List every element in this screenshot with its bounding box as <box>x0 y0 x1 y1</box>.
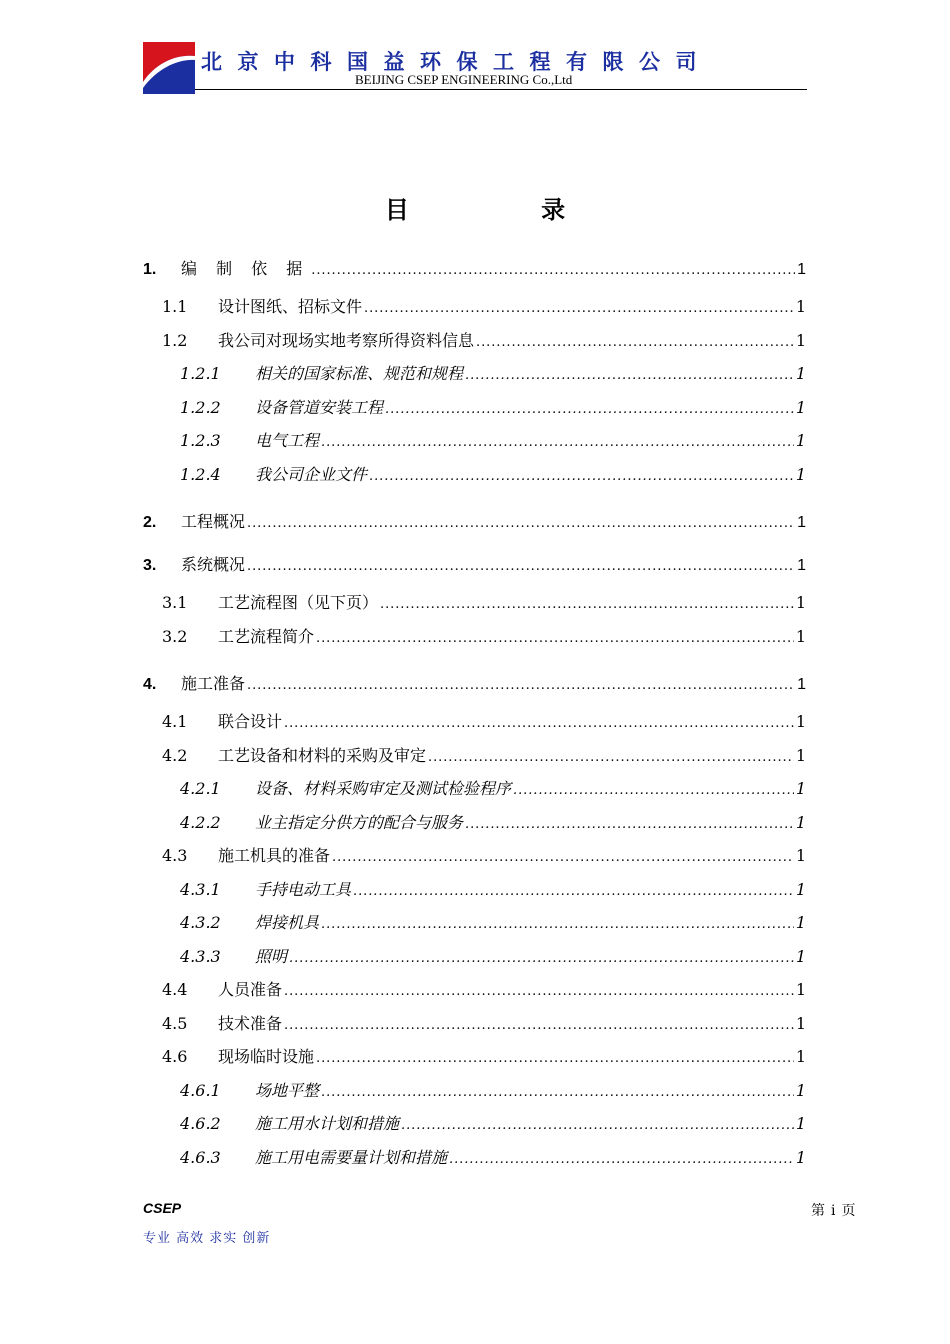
toc-entry-number: 4. <box>143 676 157 693</box>
toc-entry-page: 1 <box>795 980 806 999</box>
toc-dot-leader <box>465 806 794 840</box>
toc-entry-title: 系统概况 <box>181 555 246 574</box>
toc-dot-leader <box>321 1074 794 1108</box>
toc-entry-number: 4.2 <box>162 745 188 765</box>
toc-entry[interactable] <box>143 424 806 458</box>
toc-entry-page: 1 <box>795 464 806 484</box>
page-header <box>143 42 807 94</box>
toc-entry[interactable] <box>143 906 806 940</box>
toc-dot-leader <box>247 555 795 574</box>
toc-entry[interactable] <box>143 772 806 806</box>
toc-entry-title: 施工用电需要量计划和措施 <box>255 1147 448 1167</box>
toc-dot-leader <box>284 705 794 739</box>
toc-entry-page: 1 <box>795 946 806 966</box>
toc-entry[interactable] <box>143 1040 806 1074</box>
toc-entry-number: 3.2 <box>162 626 188 646</box>
toc-entry-title: 焊接机具 <box>255 913 320 932</box>
toc-entry-title: 相关的国家标准、规范和规程 <box>255 364 464 383</box>
toc-entry-page: 1 <box>795 431 806 450</box>
toc-entry-title: 工程概况 <box>181 512 246 531</box>
toc-entry[interactable] <box>143 739 806 773</box>
toc-entry-number: 4.1 <box>162 712 188 731</box>
toc-entry-title: 联合设计 <box>218 712 283 731</box>
toc-entry-page: 1 <box>795 779 806 798</box>
toc-entry-page: 1 <box>795 879 806 899</box>
toc-entry-title: 设备、材料采购审定及测试检验程序 <box>255 779 512 798</box>
toc-entry-page: 1 <box>795 1013 806 1033</box>
toc-entry-page: 1 <box>795 593 806 612</box>
toc-entry-title: 工艺设备和材料的采购及审定 <box>218 745 427 765</box>
toc-entry-title: 设计图纸、招标文件 <box>218 297 363 316</box>
toc-entry-number: 3. <box>143 557 157 574</box>
toc-entry-title: 施工准备 <box>181 674 246 693</box>
toc-entry-number: 4.5 <box>162 1013 188 1033</box>
toc-entry-page: 1 <box>795 812 806 832</box>
toc-dot-leader <box>380 586 794 620</box>
toc-title: 目 录 <box>384 195 628 224</box>
toc-dot-leader <box>247 512 795 531</box>
toc-entry[interactable] <box>143 705 806 739</box>
toc-entry-title: 我公司对现场实地考察所得资料信息 <box>218 330 475 350</box>
toc-entry-page: 1 <box>797 557 806 574</box>
toc-entry-title: 编 制 依 据 <box>181 259 310 278</box>
toc-entry-page: 1 <box>795 626 806 646</box>
toc-entry-number: 4.3.3 <box>180 946 221 966</box>
toc-entry-number: 4.6.3 <box>180 1147 221 1167</box>
toc-entry-title: 施工用水计划和措施 <box>255 1114 400 1133</box>
toc-entry-page: 1 <box>795 397 806 417</box>
toc-entry-page: 1 <box>795 364 806 383</box>
toc-entry-number: 4.2.1 <box>180 779 221 798</box>
toc-entry-title: 现场临时设施 <box>218 1047 315 1066</box>
toc-entry-page: 1 <box>795 1114 806 1133</box>
toc-dot-leader <box>465 357 794 391</box>
page-prefix: 第 <box>811 1203 825 1219</box>
toc-dot-leader <box>311 259 795 278</box>
toc-entry[interactable] <box>143 671 806 696</box>
toc-entry-page: 1 <box>797 514 806 531</box>
company-logo-icon <box>143 42 195 94</box>
toc-dot-leader <box>247 674 795 693</box>
toc-entry-number: 1.2.3 <box>180 431 221 450</box>
toc-entry-number: 4.3.1 <box>180 879 221 899</box>
toc-entry[interactable] <box>143 552 806 577</box>
toc-entry[interactable] <box>143 324 806 358</box>
toc-entry[interactable] <box>143 256 806 281</box>
toc-dot-leader <box>284 973 794 1007</box>
toc-entry-page: 1 <box>797 676 806 693</box>
toc-entry[interactable] <box>143 940 806 974</box>
toc-entry[interactable] <box>143 391 806 425</box>
toc-entry-number: 2. <box>143 514 157 531</box>
company-name-en: BEIJING CSEP ENGINEERING Co.,Ltd <box>355 72 573 87</box>
footer-page-number <box>808 1200 858 1220</box>
toc-dot-leader <box>321 424 794 458</box>
toc-entry-page: 1 <box>795 846 806 865</box>
toc-entry[interactable] <box>143 839 806 873</box>
company-name-cn: 北京中科国益环保工程有限公司 <box>201 49 712 74</box>
toc-entry[interactable] <box>143 873 806 907</box>
toc-dot-leader <box>401 1107 794 1141</box>
toc-entry-number: 4.3.2 <box>180 913 221 932</box>
toc-dot-leader <box>316 1040 794 1074</box>
footer-slogan: 专业 高效 求实 创新 <box>143 1231 271 1246</box>
toc-entry[interactable] <box>143 1107 806 1141</box>
toc-entry[interactable] <box>143 458 806 492</box>
toc-entry-number: 4.2.2 <box>180 812 221 832</box>
toc-dot-leader <box>284 1007 794 1041</box>
toc-dot-leader <box>476 324 794 358</box>
toc-dot-leader <box>449 1141 794 1175</box>
toc-dot-leader <box>513 772 794 806</box>
toc-entry-page: 1 <box>795 1147 806 1167</box>
toc-entry-number: 4.6.2 <box>180 1114 221 1133</box>
toc-entry-title: 电气工程 <box>255 431 320 450</box>
toc-entry[interactable] <box>143 357 806 391</box>
toc-entry[interactable] <box>143 290 806 324</box>
footer-brand: CSEP <box>143 1200 182 1216</box>
toc-entry-page: 1 <box>795 1080 806 1100</box>
toc-entry-title: 我公司企业文件 <box>255 464 368 484</box>
toc-entry-number: 1.1 <box>162 297 188 316</box>
toc-entry-title: 工艺流程简介 <box>218 626 315 646</box>
toc-dot-leader <box>332 839 794 873</box>
toc-dot-leader <box>353 873 794 907</box>
toc-entry[interactable] <box>143 509 806 534</box>
toc-entry-page: 1 <box>795 1047 806 1066</box>
toc-entry-title: 技术准备 <box>218 1013 283 1033</box>
header-divider <box>195 89 807 90</box>
toc-dot-leader <box>364 290 794 324</box>
toc-dot-leader <box>289 940 794 974</box>
toc-entry-title: 设备管道安装工程 <box>255 397 384 417</box>
toc-entry-page: 1 <box>797 261 806 278</box>
toc-entry-number: 1. <box>143 261 157 278</box>
toc-entry[interactable] <box>143 1007 806 1041</box>
toc-entry[interactable] <box>143 1074 806 1108</box>
toc-entry[interactable] <box>143 973 806 1007</box>
table-of-contents <box>143 256 806 1174</box>
toc-entry-title: 人员准备 <box>218 980 283 999</box>
toc-entry-number: 4.3 <box>162 846 188 865</box>
toc-entry-title: 工艺流程图（见下页） <box>218 593 379 612</box>
toc-entry[interactable] <box>143 1141 806 1175</box>
toc-entry-page: 1 <box>795 913 806 932</box>
toc-dot-leader <box>316 620 794 654</box>
toc-dot-leader <box>321 906 794 940</box>
toc-entry-page: 1 <box>795 712 806 731</box>
toc-dot-leader <box>428 739 794 773</box>
toc-entry[interactable] <box>143 620 806 654</box>
toc-entry-page: 1 <box>795 745 806 765</box>
toc-entry-page: 1 <box>795 297 806 316</box>
toc-entry[interactable] <box>143 586 806 620</box>
toc-entry-number: 1.2.4 <box>180 464 221 484</box>
page-suffix: 页 <box>841 1203 856 1219</box>
toc-dot-leader <box>385 391 794 425</box>
toc-entry-number: 1.2.2 <box>180 397 221 417</box>
toc-entry-title: 手持电动工具 <box>255 879 352 899</box>
toc-entry-number: 1.2 <box>162 330 188 350</box>
toc-entry-page: 1 <box>795 330 806 350</box>
toc-dot-leader <box>369 458 794 492</box>
toc-entry-number: 1.2.1 <box>180 364 221 383</box>
toc-entry-title: 业主指定分供方的配合与服务 <box>255 812 464 832</box>
page-number: i <box>831 1203 836 1219</box>
toc-entry-number: 4.6 <box>162 1047 188 1066</box>
toc-entry-title: 施工机具的准备 <box>218 846 331 865</box>
toc-entry-number: 4.6.1 <box>180 1080 221 1100</box>
toc-entry-title: 照明 <box>255 946 288 966</box>
toc-entry[interactable] <box>143 806 806 840</box>
toc-entry-title: 场地平整 <box>255 1080 320 1100</box>
toc-entry-number: 3.1 <box>162 593 188 612</box>
toc-entry-number: 4.4 <box>162 980 188 999</box>
